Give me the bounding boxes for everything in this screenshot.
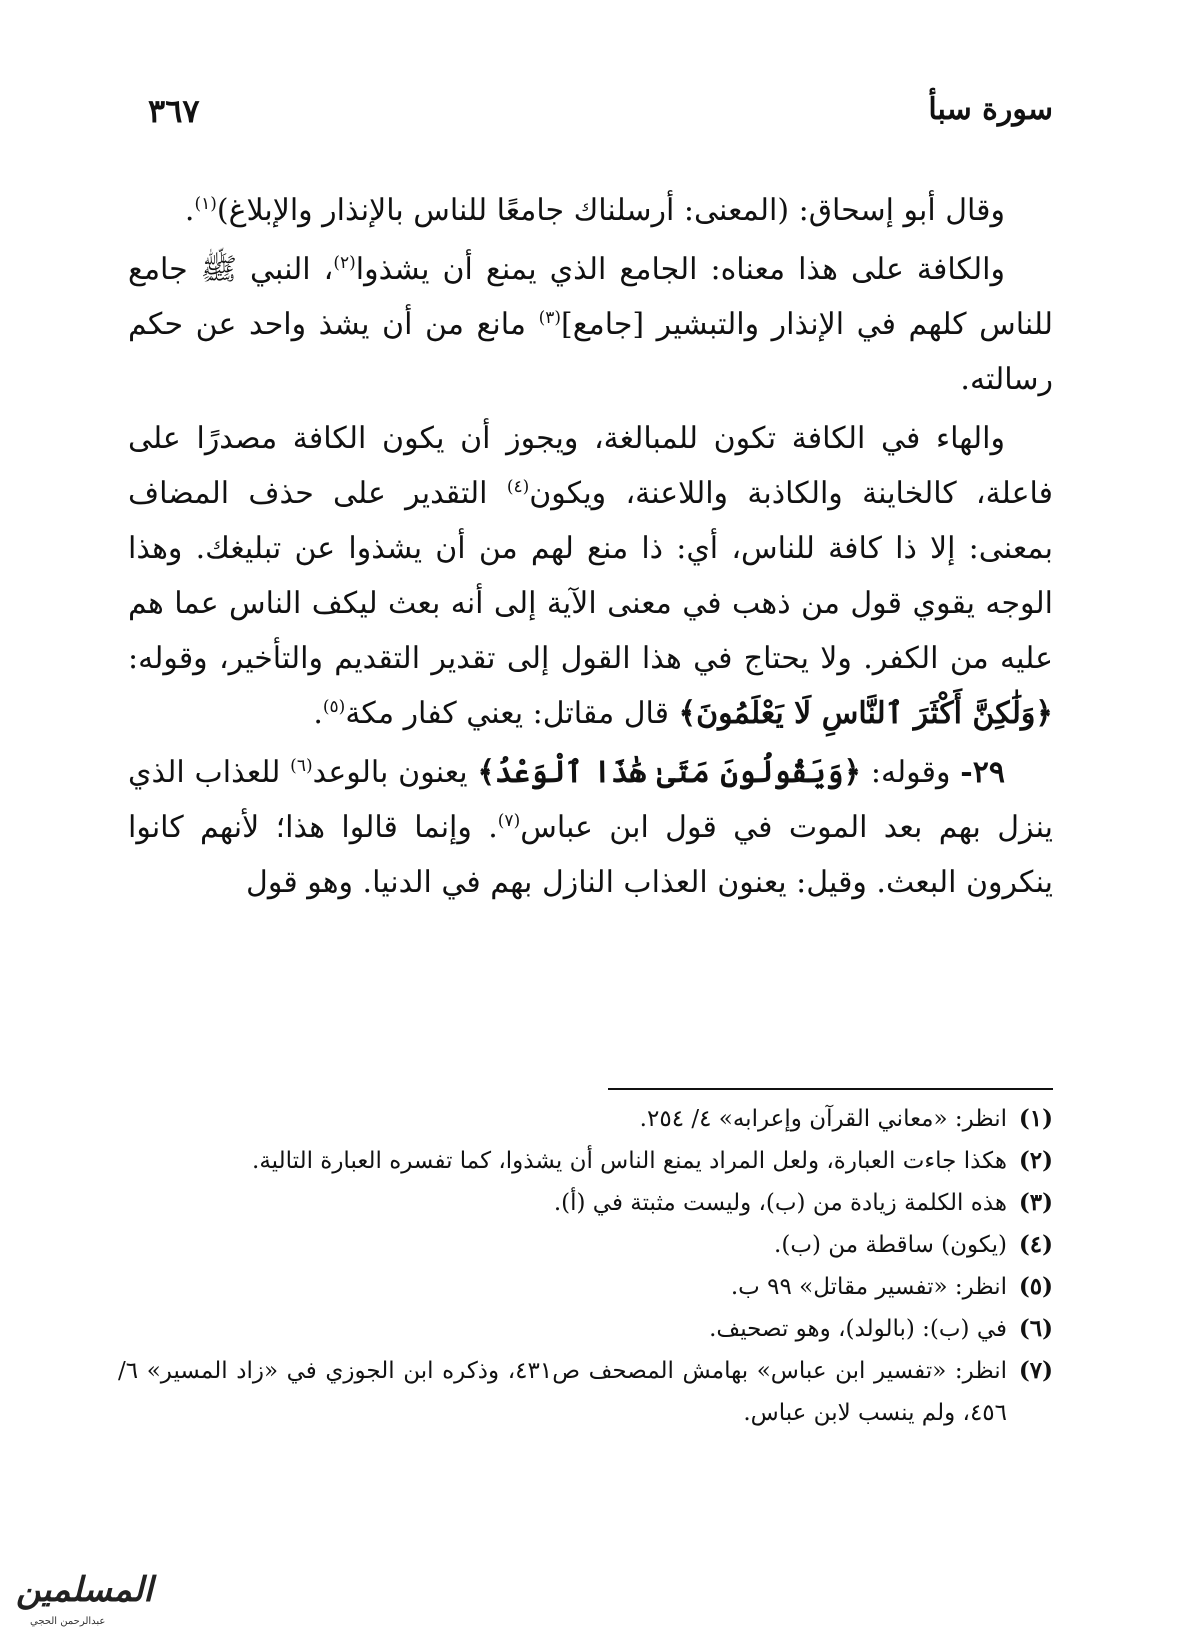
footnote-ref: (٥) [322,697,346,717]
paragraph-3 [128,411,1053,741]
footnote-text: في (ب): (بالولد)، وهو تصحيف. [709,1316,1007,1342]
paragraph-text: والهاء في الكافة تكون للمبالغة، ويجوز أن يكون الكافة مصدرًا على فاعلة، كالخاينة والكاذبة واللاعنة، ويكون [128,421,1053,511]
publisher-stamp [8,1566,153,1636]
paragraph-text: التقدير على حذف المضاف بمعنى: إلا ذا كافة للناس، أي: ذا منع لهم من أن يشذوا عن تبليغك. وهذا الوجه يقوي قول من ذهب في معنى الآية إلى أنه بعث ليكف الناس عما هم عليه من الكفر. ولا يحتاج في هذا القول إلى تقدير التقديم والتأخير، وقوله: [128,476,1053,676]
stamp-logo-text: المسلمين [16,1570,153,1610]
footnote-number: (٧) [1018,1357,1053,1384]
footnote-number: (٣) [1018,1189,1053,1216]
paragraph-text: . [184,193,195,228]
quran-verse: ﴿وَيَقُولُونَ مَتَىٰ هَٰذَا ٱلْوَعْدُ﴾ [477,755,862,790]
paragraph-text: قال مقاتل: يعني كفار مكة [345,696,679,731]
footnote-ref: (٤) [506,477,530,497]
footnote-text: انظر: «تفسير مقاتل» ٩٩ ب. [730,1274,1007,1300]
quran-verse: ﴿وَلَٰكِنَّ أَكْثَرَ ٱلنَّاسِ لَا يَعْلَمُونَ﴾ [678,696,1053,731]
footnote [118,1224,1053,1266]
footnote-text: (يكون) ساقطة من (ب). [774,1232,1007,1258]
footnotes [118,1098,1053,1434]
surah-title: سورة سبأ [928,92,1053,127]
paragraph-text: وقال أبو إسحاق: (المعنى: أرسلناك جامعًا للناس بالإنذار والإبلاغ) [216,193,1005,228]
footnote [118,1098,1053,1140]
footnote [118,1308,1053,1350]
paragraph-text: . وإنما قالوا هذا؛ لأنهم كانوا ينكرون البعث. وقيل: يعنون العذاب النازل بهم في الدنيا. وهو قول [128,810,1053,900]
footnote-text: انظر: «تفسير ابن عباس» بهامش المصحف ص٤٣١، وذكره ابن الجوزي في «زاد المسير» ٦/ ٤٥٦، ولم ينسب لابن عباس. [118,1358,1007,1426]
footnote-ref: (٦) [290,756,313,776]
verse-number: ٢٩- [960,755,1005,790]
footnote-ref: (٢) [333,253,356,273]
paragraph-2 [128,242,1053,407]
footnote [118,1266,1053,1308]
paragraph-text: وقوله: [861,755,961,790]
footnote [118,1182,1053,1224]
footnote-separator [608,1088,1053,1090]
main-text [128,183,1053,914]
footnote-ref: (١) [194,194,217,214]
footnote [118,1350,1053,1434]
paragraph-text: . [313,696,323,731]
footnote-text: انظر: «معاني القرآن وإعرابه» ٤/ ٢٥٤. [639,1106,1007,1132]
paragraph-4 [128,745,1053,910]
paragraph-text: للعذاب الذي ينزل بهم بعد الموت في قول ابن عباس [128,755,1054,845]
paragraph-text: ، النبي ﷺ جامع للناس كلهم في الإنذار والتبشير [جامع] [128,252,1053,342]
stamp-subtext: عبدالرحمن الحجي [30,1616,106,1627]
page-number: ٣٦٧ [148,92,200,130]
footnote-text: هذه الكلمة زيادة من (ب)، وليست مثبتة في (أ). [553,1190,1007,1216]
footnote [118,1140,1053,1182]
footnote-number: (٦) [1018,1315,1053,1342]
paragraph-text: والكافة على هذا معناه: الجامع الذي يمنع أن يشذوا [355,252,1005,287]
paragraph-text: مانع من أن يشذ واحد عن حكم رسالته. [128,307,1053,397]
page-header [148,92,1053,142]
footnote-text: هكذا جاءت العبارة، ولعل المراد يمنع الناس أن يشذوا، كما تفسره العبارة التالية. [252,1148,1007,1174]
paragraph-text: يعنون بالوعد [312,755,478,790]
footnote-number: (٥) [1018,1273,1053,1300]
footnote-number: (٢) [1018,1147,1053,1174]
paragraph-1 [128,183,1053,238]
footnote-number: (١) [1018,1105,1053,1132]
footnote-number: (٤) [1018,1231,1053,1258]
footnote-ref: (٣) [538,308,561,328]
footnote-ref: (٧) [497,811,521,831]
